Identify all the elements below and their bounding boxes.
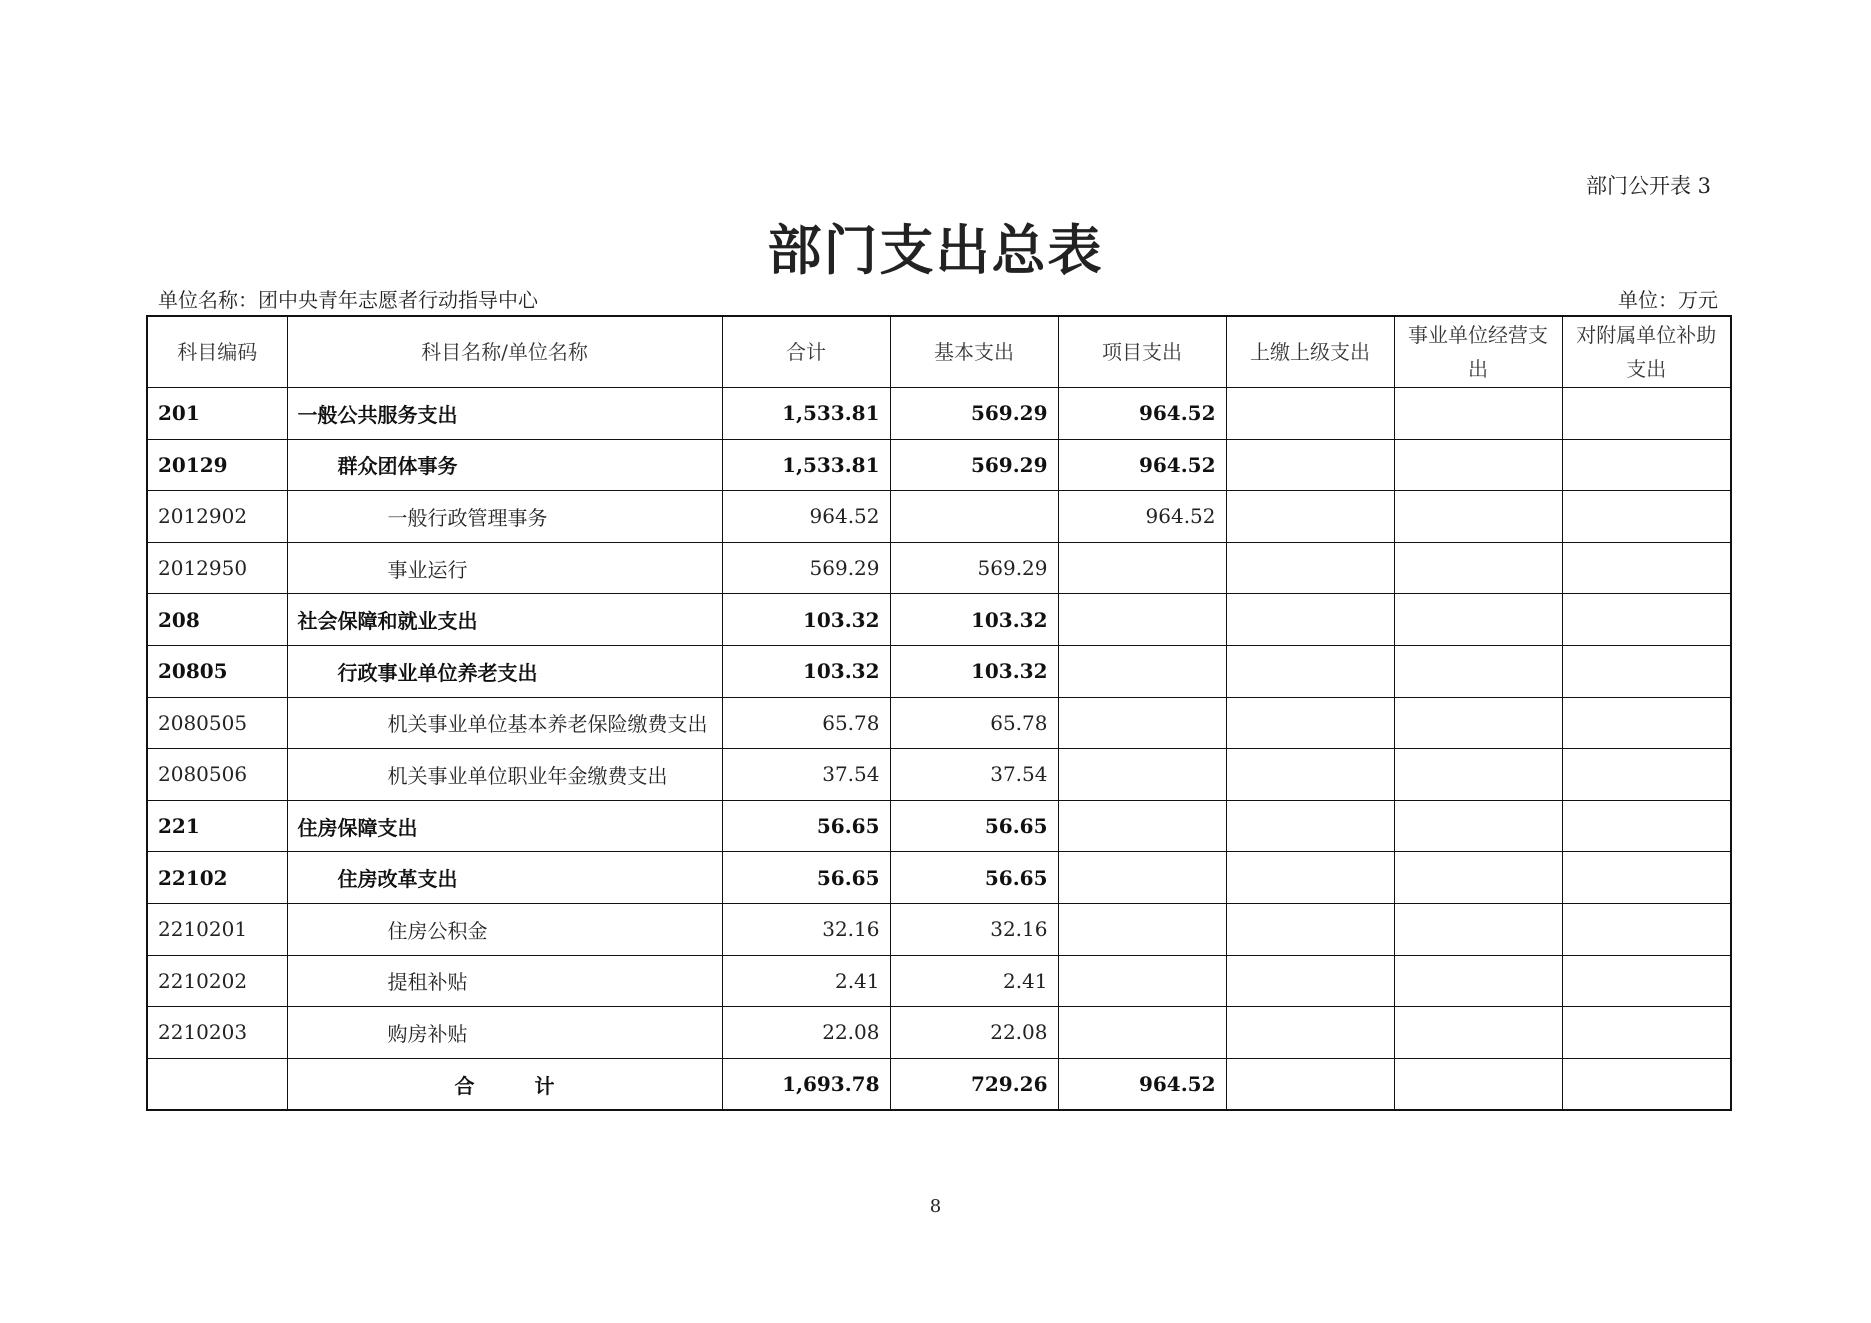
column-header: 项目支出	[1058, 316, 1226, 388]
total-subsidy-cell	[1562, 1058, 1731, 1110]
subject-name-cell: 机关事业单位基本养老保险缴费支出	[287, 697, 722, 749]
project-amount-cell: 964.52	[1058, 439, 1226, 491]
page-number: 8	[929, 1196, 942, 1217]
subsidy-amount-cell	[1562, 594, 1731, 646]
subsidy-amount-cell	[1562, 645, 1731, 697]
subsidy-amount-cell	[1562, 800, 1731, 852]
subsidy-amount-cell	[1562, 491, 1731, 543]
basic-amount-cell	[890, 491, 1058, 543]
project-amount-cell	[1058, 697, 1226, 749]
total-amount-cell: 56.65	[722, 852, 890, 904]
business-amount-cell	[1394, 800, 1562, 852]
subsidy-amount-cell	[1562, 439, 1731, 491]
currency-unit-label: 单位：万元	[1618, 288, 1718, 312]
upper-amount-cell	[1226, 1007, 1394, 1059]
basic-amount-cell: 37.54	[890, 749, 1058, 801]
upper-amount-cell	[1226, 697, 1394, 749]
project-amount-cell	[1058, 645, 1226, 697]
column-header: 事业单位经营支出	[1394, 316, 1562, 388]
upper-amount-cell	[1226, 594, 1394, 646]
total-amount-cell: 2.41	[722, 955, 890, 1007]
total-upper-cell	[1226, 1058, 1394, 1110]
project-amount-cell	[1058, 955, 1226, 1007]
subject-code-cell: 208	[147, 594, 287, 646]
upper-amount-cell	[1226, 749, 1394, 801]
subject-code-cell: 20129	[147, 439, 287, 491]
upper-amount-cell	[1226, 491, 1394, 543]
column-header: 对附属单位补助支出	[1562, 316, 1731, 388]
table-row	[147, 542, 1731, 594]
column-header: 基本支出	[890, 316, 1058, 388]
total-amount-cell: 65.78	[722, 697, 890, 749]
project-amount-cell	[1058, 903, 1226, 955]
table-header-row	[147, 316, 1731, 388]
business-amount-cell	[1394, 491, 1562, 543]
upper-amount-cell	[1226, 388, 1394, 440]
subsidy-amount-cell	[1562, 697, 1731, 749]
business-amount-cell	[1394, 439, 1562, 491]
table-row	[147, 645, 1731, 697]
subject-code-cell: 2080506	[147, 749, 287, 801]
project-amount-cell	[1058, 1007, 1226, 1059]
basic-amount-cell: 569.29	[890, 388, 1058, 440]
subsidy-amount-cell	[1562, 1007, 1731, 1059]
upper-amount-cell	[1226, 852, 1394, 904]
subject-name-cell: 机关事业单位职业年金缴费支出	[287, 749, 722, 801]
subsidy-amount-cell	[1562, 388, 1731, 440]
basic-amount-cell: 65.78	[890, 697, 1058, 749]
table-row	[147, 697, 1731, 749]
total-amount-cell: 56.65	[722, 800, 890, 852]
upper-amount-cell	[1226, 955, 1394, 1007]
subject-code-cell: 2012950	[147, 542, 287, 594]
total-row	[147, 1058, 1731, 1110]
business-amount-cell	[1394, 388, 1562, 440]
table-row	[147, 1007, 1731, 1059]
table-row	[147, 903, 1731, 955]
business-amount-cell	[1394, 1007, 1562, 1059]
subject-name-cell: 一般公共服务支出	[287, 388, 722, 440]
total-amount-cell: 103.32	[722, 645, 890, 697]
subject-name-cell: 购房补贴	[287, 1007, 722, 1059]
table-row	[147, 955, 1731, 1007]
subject-name-cell: 提租补贴	[287, 955, 722, 1007]
upper-amount-cell	[1226, 800, 1394, 852]
subject-name-cell: 一般行政管理事务	[287, 491, 722, 543]
basic-amount-cell: 32.16	[890, 903, 1058, 955]
business-amount-cell	[1394, 903, 1562, 955]
total-amount-cell: 569.29	[722, 542, 890, 594]
subject-name-cell: 住房保障支出	[287, 800, 722, 852]
basic-amount-cell: 103.32	[890, 594, 1058, 646]
basic-amount-cell: 56.65	[890, 852, 1058, 904]
business-amount-cell	[1394, 697, 1562, 749]
project-amount-cell: 964.52	[1058, 491, 1226, 543]
table-row	[147, 800, 1731, 852]
subject-code-cell: 22102	[147, 852, 287, 904]
business-amount-cell	[1394, 852, 1562, 904]
upper-amount-cell	[1226, 903, 1394, 955]
business-amount-cell	[1394, 594, 1562, 646]
total-label-cell: 合 计	[287, 1058, 722, 1110]
subject-code-cell: 20805	[147, 645, 287, 697]
project-amount-cell	[1058, 542, 1226, 594]
subject-code-cell: 2012902	[147, 491, 287, 543]
total-amount-cell: 37.54	[722, 749, 890, 801]
total-total-cell: 1,693.78	[722, 1058, 890, 1110]
total-basic-cell: 729.26	[890, 1058, 1058, 1110]
table-row	[147, 439, 1731, 491]
unit-name-label: 单位名称：团中央青年志愿者行动指导中心	[158, 288, 538, 312]
upper-amount-cell	[1226, 542, 1394, 594]
business-amount-cell	[1394, 749, 1562, 801]
expenditure-table	[146, 315, 1732, 1111]
business-amount-cell	[1394, 542, 1562, 594]
table-row	[147, 491, 1731, 543]
subject-code-cell: 221	[147, 800, 287, 852]
basic-amount-cell: 56.65	[890, 800, 1058, 852]
upper-amount-cell	[1226, 645, 1394, 697]
page-title: 部门支出总表	[767, 219, 1104, 282]
subject-code-cell: 201	[147, 388, 287, 440]
table-row	[147, 749, 1731, 801]
basic-amount-cell: 2.41	[890, 955, 1058, 1007]
total-project-cell: 964.52	[1058, 1058, 1226, 1110]
subsidy-amount-cell	[1562, 749, 1731, 801]
basic-amount-cell: 569.29	[890, 439, 1058, 491]
subject-name-cell: 群众团体事务	[287, 439, 722, 491]
column-header: 科目编码	[147, 316, 287, 388]
total-amount-cell: 1,533.81	[722, 388, 890, 440]
subject-name-cell: 行政事业单位养老支出	[287, 645, 722, 697]
subject-code-cell: 2210203	[147, 1007, 287, 1059]
basic-amount-cell: 103.32	[890, 645, 1058, 697]
project-amount-cell: 964.52	[1058, 388, 1226, 440]
basic-amount-cell: 569.29	[890, 542, 1058, 594]
upper-amount-cell	[1226, 439, 1394, 491]
business-amount-cell	[1394, 955, 1562, 1007]
table-row	[147, 594, 1731, 646]
project-amount-cell	[1058, 800, 1226, 852]
table-row	[147, 388, 1731, 440]
project-amount-cell	[1058, 852, 1226, 904]
table-row	[147, 852, 1731, 904]
subject-code-cell: 2210201	[147, 903, 287, 955]
total-amount-cell: 103.32	[722, 594, 890, 646]
column-header: 上缴上级支出	[1226, 316, 1394, 388]
total-amount-cell: 32.16	[722, 903, 890, 955]
subject-name-cell: 社会保障和就业支出	[287, 594, 722, 646]
subject-code-cell: 2210202	[147, 955, 287, 1007]
total-amount-cell: 1,533.81	[722, 439, 890, 491]
form-number: 部门公开表 3	[1585, 174, 1711, 198]
subsidy-amount-cell	[1562, 903, 1731, 955]
total-code-cell	[147, 1058, 287, 1110]
total-business-cell	[1394, 1058, 1562, 1110]
subject-name-cell: 住房改革支出	[287, 852, 722, 904]
subject-name-cell: 住房公积金	[287, 903, 722, 955]
subsidy-amount-cell	[1562, 542, 1731, 594]
basic-amount-cell: 22.08	[890, 1007, 1058, 1059]
column-header: 科目名称/单位名称	[287, 316, 722, 388]
project-amount-cell	[1058, 749, 1226, 801]
subject-code-cell: 2080505	[147, 697, 287, 749]
subsidy-amount-cell	[1562, 852, 1731, 904]
subsidy-amount-cell	[1562, 955, 1731, 1007]
total-amount-cell: 22.08	[722, 1007, 890, 1059]
total-amount-cell: 964.52	[722, 491, 890, 543]
business-amount-cell	[1394, 645, 1562, 697]
column-header: 合计	[722, 316, 890, 388]
subject-name-cell: 事业运行	[287, 542, 722, 594]
project-amount-cell	[1058, 594, 1226, 646]
